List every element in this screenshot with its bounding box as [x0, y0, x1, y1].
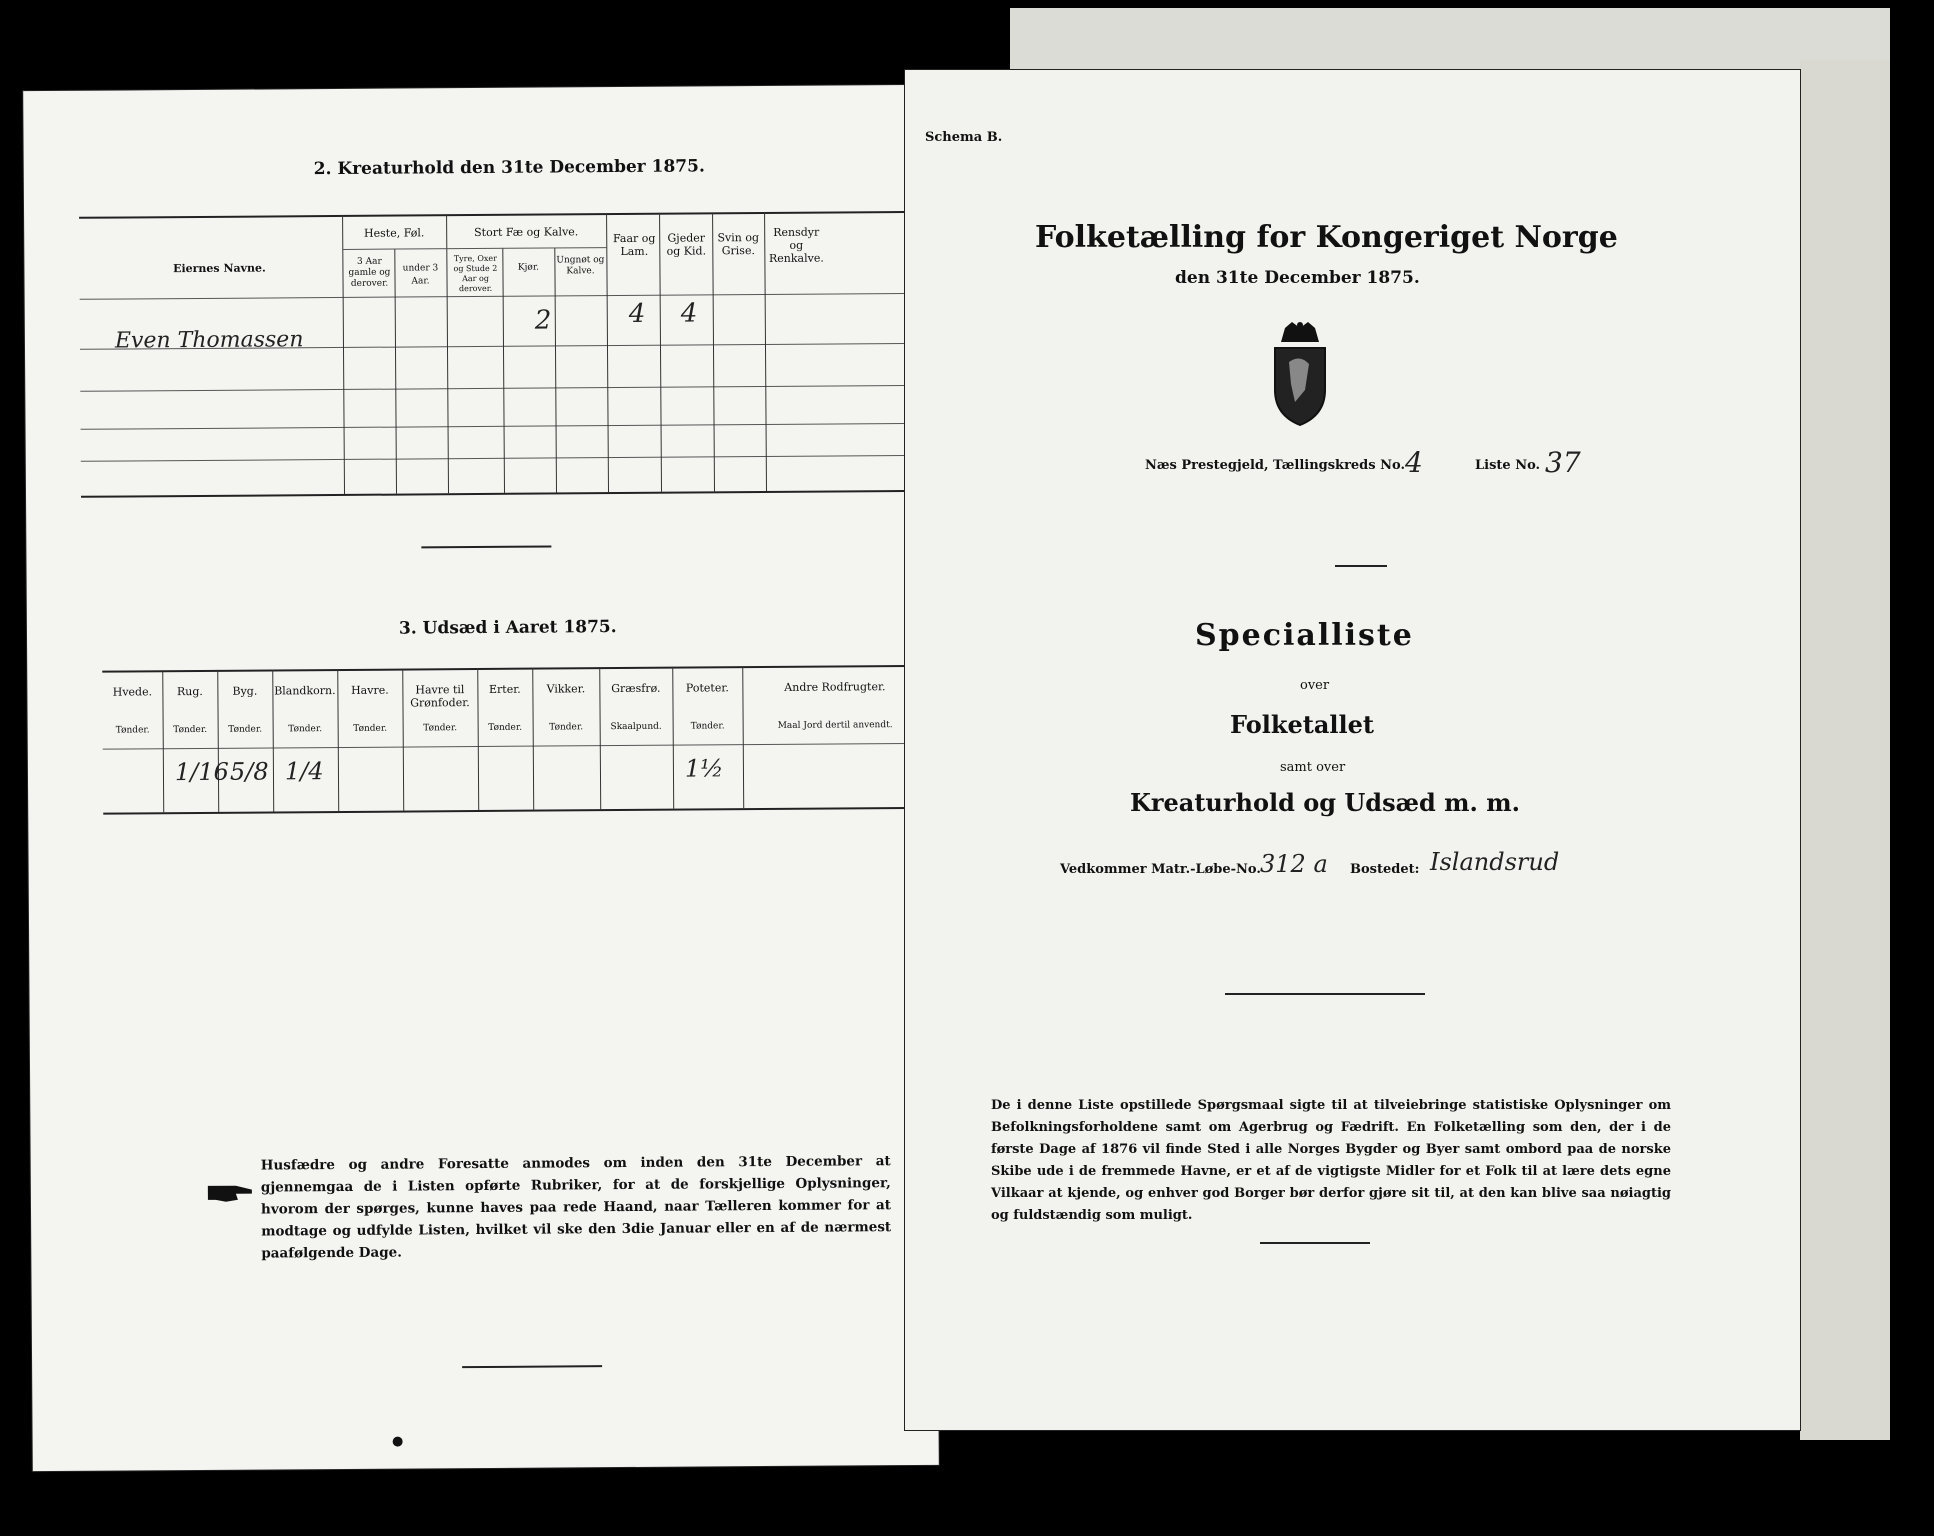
table3-unit: Tønder. — [549, 722, 584, 733]
table3-unit: Tønder. — [115, 725, 150, 736]
schema-label: Schema B. — [925, 130, 1003, 145]
right-page — [905, 70, 1800, 1430]
table3-unit: Tønder. — [173, 724, 208, 736]
header-goats: Gjeder og Kid. — [666, 231, 707, 258]
table3-header: Vikker. — [546, 682, 586, 696]
separator-rule — [1335, 565, 1387, 567]
footer-rule — [1260, 1242, 1370, 1244]
parish-label: Næs Prestegjeld, Tællingskreds No. — [1145, 458, 1405, 473]
table3-header: Poteter. — [685, 681, 729, 695]
header-pigs: Svin og Grise. — [717, 231, 760, 258]
table3-unit: Tønder. — [488, 722, 523, 733]
notice-text: Husfædre og andre Foresatte anmodes om inden den 31te December at gjennemgaa de i Listen opførte Rubriker, for at de forskjellige Oplysninger, hvorom der spørges, kunne haves paa rede Haand, naar Tælleren kommer for at modtage og udfylde Listen, hvilket vil ske den 3die Januar eller en af de nærmest paafølgende Dage. — [260, 1153, 892, 1262]
table3-unit: Tønder. — [353, 723, 388, 734]
main-title: Folketælling for Kongeriget Norge — [1035, 220, 1618, 255]
sheep-value: 4 — [628, 298, 646, 329]
folketallet-title: Folketallet — [1230, 710, 1374, 739]
table3-unit: Tønder. — [228, 724, 263, 735]
header-reindeer: Rensdyr og Renkalve. — [768, 225, 824, 265]
header-owner: Eiernes Navne. — [173, 261, 266, 276]
table2-bottom-rule — [81, 490, 921, 498]
table2-top-rule — [79, 211, 919, 219]
table3-unit: Tønder. — [288, 724, 323, 735]
owner-name: Even Thomassen — [114, 327, 304, 354]
header-horses-sub2: under 3 Aar. — [402, 263, 439, 287]
table3-header: Græsfrø. — [611, 681, 661, 696]
census-date: den 31te December 1875. — [1175, 268, 1420, 288]
samt-over-label: samt over — [1280, 760, 1346, 775]
table3-unit: Tønder. — [690, 721, 725, 732]
bosted-label: Bostedet: — [1350, 862, 1420, 877]
table2-col-rule — [606, 213, 609, 492]
left-page — [23, 85, 939, 1471]
kreaturhold-title: Kreaturhold og Udsæd m. m. — [1130, 788, 1520, 817]
pointing-hand-icon — [206, 1180, 256, 1210]
table2-row-rule — [80, 385, 920, 392]
separator-rule — [1225, 993, 1425, 995]
separator-rule — [421, 546, 551, 549]
table3-value: 1½ — [684, 754, 724, 783]
ink-dot — [393, 1437, 403, 1447]
table3-value: 1/4 — [284, 757, 324, 786]
bosted-value: Islandsrud — [1430, 848, 1560, 876]
table3-header: Byg. — [232, 684, 258, 698]
table2-row-rule — [81, 455, 921, 462]
section2-title: 2. Kreaturhold den 31te December 1875. — [313, 156, 705, 180]
table2-col-rule — [554, 247, 557, 492]
coat-of-arms-icon — [1265, 320, 1335, 434]
header-cattle-sub3: Ungnøt og Kalve. — [556, 255, 605, 277]
header-cattle-sub2: Kjør. — [517, 262, 540, 273]
header-horses-sub1: 3 Aar gamle og derover. — [348, 256, 391, 289]
header-cattle: Stort Fæ og Kalve. — [474, 225, 579, 240]
cows-value: 2 — [534, 305, 552, 336]
matr-label: Vedkommer Matr.-Løbe-No. — [1060, 862, 1261, 877]
table2-col-rule — [502, 248, 505, 493]
table3-header: Erter. — [488, 682, 521, 696]
table3-header: Havre til Grønfoder. — [410, 683, 470, 710]
background-page-edge — [1010, 8, 1890, 78]
section3-title: 3. Udsæd i Aaret 1875. — [398, 617, 617, 639]
table3-bottom-rule — [103, 807, 928, 815]
header-horses: Heste, Føl. — [363, 226, 425, 240]
table3-header: Rug. — [176, 684, 203, 699]
table3-header: Hvede. — [112, 685, 153, 699]
list-number: 37 — [1545, 446, 1581, 479]
district-number: 4 — [1405, 446, 1423, 479]
table3-value: 1/16 — [174, 757, 229, 787]
footer-rule — [462, 1365, 602, 1368]
matr-number: 312 a — [1260, 850, 1328, 878]
header-cattle-sub1: Tyre, Oxer og Stude 2 Aar og derover. — [453, 253, 498, 294]
table3-unit: Maal Jord dertil anvendt. — [777, 720, 893, 731]
table3-header: Andre Rodfrugter. — [784, 680, 886, 694]
list-label: Liste No. — [1475, 458, 1541, 473]
table3-value: 5/8 — [229, 757, 269, 786]
table3-header-rule — [103, 743, 928, 750]
table3-header: Blandkorn. — [274, 684, 336, 698]
goats-value: 4 — [680, 298, 698, 329]
background-page-edge-right — [1800, 60, 1890, 1440]
table2-subheader-rule — [342, 247, 606, 250]
table3-unit: Tønder. — [423, 723, 458, 734]
header-sheep: Faar og Lam. — [612, 231, 656, 259]
table3-header: Havre. — [351, 683, 389, 697]
over-label: over — [1300, 678, 1330, 693]
table2-header-rule — [80, 293, 920, 300]
table2-row-rule — [81, 423, 921, 430]
table3-unit: Skaalpund. — [610, 721, 662, 733]
table3-top-rule — [102, 665, 927, 673]
specialliste-title: Specialliste — [1195, 618, 1414, 653]
info-paragraph: De i denne Liste opstillede Spørgsmaal sigte til at tilveiebringe statistiske Oplysninger om Befolkningsforholdene samt om Agerbrug og Fædrift. En Folketælling som den, der i de første Dage af 1876 vil finde Sted i alle Norges Bygder og Byer samt ombord paa de norske Skibe ude i de fremmede Havne, er et af de vigtigste Midler for et Folk til at lære dets egne Vilkaar at kjende, og enhver god Borger bør derfor gjøre sit til, at den kan blive saa nøiagtig og fuldstændig som muligt. — [991, 1098, 1671, 1223]
